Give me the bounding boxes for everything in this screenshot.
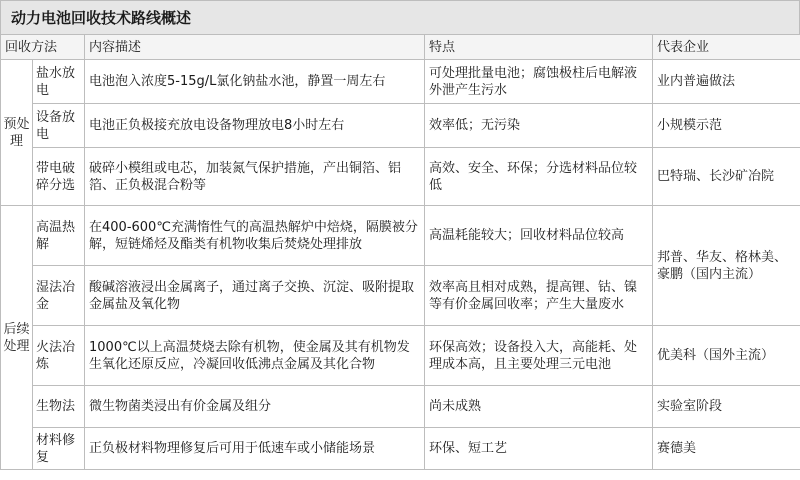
description-cell: 微生物菌类浸出有价金属及组分 xyxy=(85,386,425,428)
description-cell: 在400-600℃充满惰性气的高温热解炉中焙烧，隔膜被分解，短链烯烃及酯类有机物收集后焚烧处理排放 xyxy=(85,206,425,266)
features-cell: 环保、短工艺 xyxy=(425,428,653,470)
table-row xyxy=(1,386,800,428)
companies-cell: 优美科（国外主流） xyxy=(653,326,800,386)
description-cell: 电池正负极接充放电设备物理放电8小时左右 xyxy=(85,104,425,148)
recycling-table xyxy=(0,34,800,470)
method-cell: 盐水放电 xyxy=(33,60,85,104)
companies-cell: 小规模示范 xyxy=(653,104,800,148)
method-cell: 生物法 xyxy=(33,386,85,428)
description-cell: 破碎小模组或电芯，加装氮气保护措施，产出铜箔、铝箔、正负极混合粉等 xyxy=(85,148,425,206)
description-cell: 酸碱溶液浸出金属离子，通过离子交换、沉淀、吸附提取金属盐及氧化物 xyxy=(85,266,425,326)
companies-cell: 业内普遍做法 xyxy=(653,60,800,104)
features-cell: 效率高且相对成熟，提高锂、钴、镍等有价金属回收率；产生大量废水 xyxy=(425,266,653,326)
description-cell: 电池泡入浓度5-15g/L氯化钠盐水池，静置一周左右 xyxy=(85,60,425,104)
table-row xyxy=(1,326,800,386)
companies-cell: 赛德美 xyxy=(653,428,800,470)
companies-cell-merged: 邦普、华友、格林美、豪鹏（国内主流） xyxy=(653,206,800,326)
method-cell: 带电破碎分选 xyxy=(33,148,85,206)
description-cell: 1000℃以上高温焚烧去除有机物，使金属及其有机物发生氧化还原反应，冷凝回收低沸点金属及其化合物 xyxy=(85,326,425,386)
companies-cell: 实验室阶段 xyxy=(653,386,800,428)
header-companies: 代表企业 xyxy=(653,35,800,60)
method-cell: 火法冶炼 xyxy=(33,326,85,386)
method-cell: 材料修复 xyxy=(33,428,85,470)
features-cell: 高效、安全、环保；分选材料品位较低 xyxy=(425,148,653,206)
method-cell: 湿法冶金 xyxy=(33,266,85,326)
description-cell: 正负极材料物理修复后可用于低速车或小储能场景 xyxy=(85,428,425,470)
table-row xyxy=(1,104,800,148)
method-cell: 设备放电 xyxy=(33,104,85,148)
features-cell: 效率低；无污染 xyxy=(425,104,653,148)
features-cell: 尚未成熟 xyxy=(425,386,653,428)
features-cell: 高温耗能较大；回收材料品位较高 xyxy=(425,206,653,266)
header-row xyxy=(1,35,800,60)
table-row xyxy=(1,60,800,104)
features-cell: 可处理批量电池；腐蚀极柱后电解液外泄产生污水 xyxy=(425,60,653,104)
table-row xyxy=(1,206,800,266)
table-title: 动力电池回收技术路线概述 xyxy=(0,0,800,34)
header-description: 内容描述 xyxy=(85,35,425,60)
companies-cell: 巴特瑞、长沙矿冶院 xyxy=(653,148,800,206)
header-features: 特点 xyxy=(425,35,653,60)
features-cell: 环保高效；设备投入大，高能耗、处理成本高，且主要处理三元电池 xyxy=(425,326,653,386)
category-cell: 预处理 xyxy=(1,60,33,206)
table-row xyxy=(1,148,800,206)
method-cell: 高温热解 xyxy=(33,206,85,266)
category-cell: 后续处理 xyxy=(1,206,33,470)
table-row xyxy=(1,428,800,470)
header-method: 回收方法 xyxy=(1,35,85,60)
